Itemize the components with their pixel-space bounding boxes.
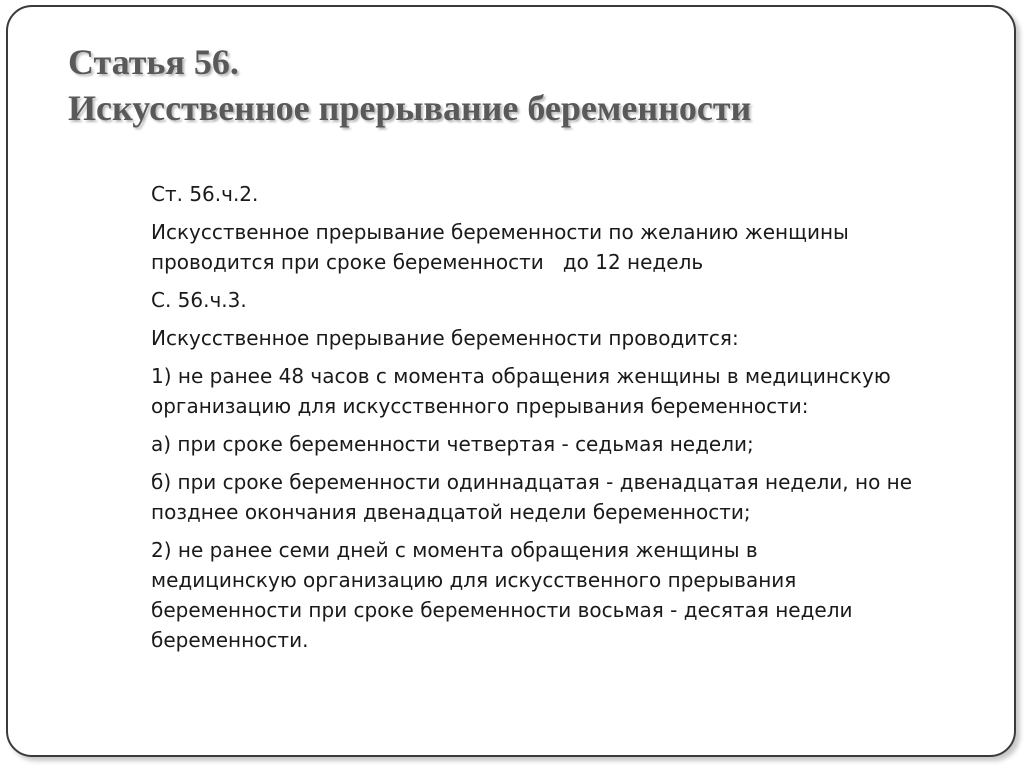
text-line: Искусственное прерывание беременности по желанию женщины: [151, 220, 849, 244]
paragraph-item-1: [151, 361, 996, 421]
paragraph-item-a: [151, 429, 996, 459]
text-line: проводится при сроке беременности до 12 недель: [151, 250, 704, 274]
text-line: беременности.: [151, 628, 309, 652]
paragraph-item-2: [151, 535, 996, 655]
slide-frame: [6, 5, 1016, 757]
slide-title-line-2: Искусственное прерывание беременности: [68, 88, 752, 128]
text-line: Искусственное прерывание беременности проводится:: [151, 326, 739, 350]
text-line: а) при сроке беременности четвертая - седьмая недели;: [151, 432, 754, 456]
paragraph-abortion-on-request: [151, 217, 996, 277]
paragraph-article-56-part-3: [151, 285, 996, 315]
paragraph-item-b: [151, 467, 996, 527]
text-line: позднее окончания двенадцатой недели беременности;: [151, 500, 751, 524]
paragraph-article-56-part-2: [151, 179, 996, 209]
paragraph-abortion-conducted: [151, 323, 996, 353]
text-line: С. 56.ч.3.: [151, 288, 247, 312]
text-line: б) при сроке беременности одиннадцатая - двенадцатая недели, но не: [151, 470, 913, 494]
slide-title: [68, 39, 751, 131]
text-line: беременности при сроке беременности восьмая - десятая недели: [151, 598, 853, 622]
text-line: организацию для искусственного прерывания беременности:: [151, 394, 809, 418]
text-line: медицинскую организацию для искусственного прерывания: [151, 568, 797, 592]
text-line: Ст. 56.ч.2.: [151, 182, 259, 206]
text-line: 2) не ранее семи дней с момента обращения женщины в: [151, 538, 758, 562]
slide-title-line-1: Статья 56.: [68, 42, 239, 82]
text-line: 1) не ранее 48 часов с момента обращения женщины в медицинскую: [151, 364, 891, 388]
slide-body: [151, 179, 996, 663]
